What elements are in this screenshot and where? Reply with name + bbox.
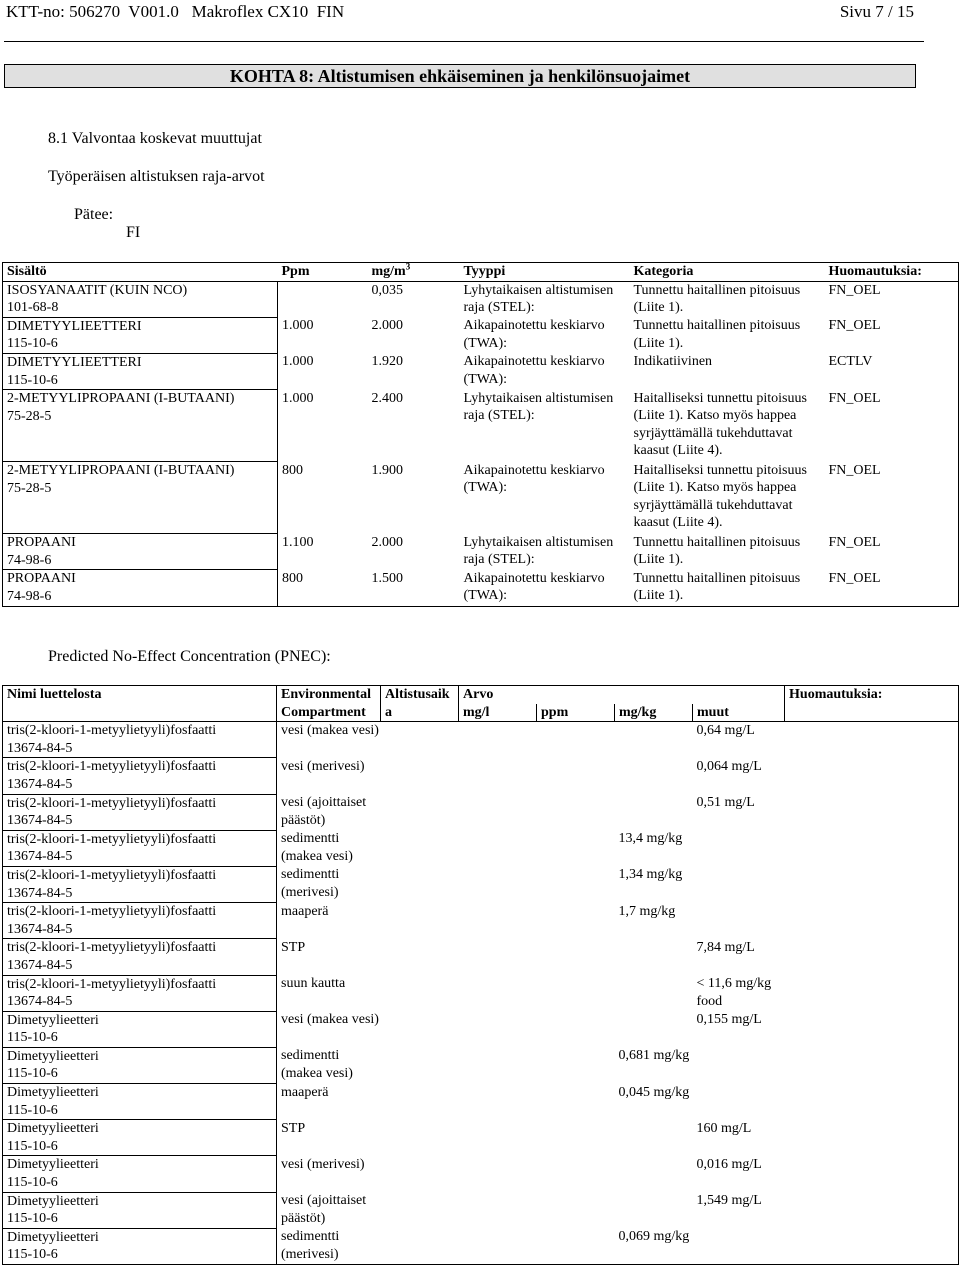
- mgl-cell: [459, 903, 537, 939]
- table-row: [3, 1084, 959, 1120]
- other-cell: [693, 830, 785, 866]
- remarks-cell: [785, 1011, 959, 1047]
- table-row: [3, 866, 959, 902]
- mgl-cell: [459, 1011, 537, 1047]
- exposure-limits-table: [2, 262, 959, 607]
- table-row: ISOSYANAATIT (KUIN NCO) 101-68-8 0,035 Lyhytaikaisen altistumisen raja (STEL): Tunnettu haitallinen pitoisuus (Liite 1). FN_OEL: [3, 281, 959, 317]
- mgl-cell: [459, 794, 537, 830]
- limits-title: Työperäisen altistuksen raja-arvot: [48, 168, 265, 185]
- table-row: DIMETYYLIEETTERI 115-10-6 1.000 1.920 Aikapainotettu keskiarvo (TWA): Indikatiivinen ECTLV: [3, 353, 959, 389]
- mgl-cell: [459, 1192, 537, 1228]
- substance-cell: tris(2-kloori-1-metyylietyyli)fosfaatti 13674-84-5: [3, 975, 277, 1011]
- exposure-cell: [381, 866, 459, 902]
- other-cell: 160 mg/L: [696, 1120, 752, 1136]
- ppm-cell: [537, 1120, 615, 1156]
- compartment-cell: STP: [281, 939, 306, 955]
- exposure-cell: [381, 1047, 459, 1083]
- substance-cell: 2-METYYLIPROPAANI (I-BUTAANI) 75-28-5: [3, 390, 278, 462]
- exposure-cell: [381, 1120, 459, 1156]
- table-row: [3, 975, 959, 1011]
- other-cell: 0,51 mg/L: [696, 795, 755, 811]
- ppm-cell: [537, 1156, 615, 1192]
- other-cell: 0,016 mg/L: [696, 1156, 762, 1172]
- ppm-cell: [537, 866, 615, 902]
- compartment-cell: maaperä: [281, 1084, 329, 1100]
- header-divider: [4, 41, 924, 42]
- other-cell: < 11,6 mg/kg food: [696, 976, 772, 1009]
- remarks-cell: [785, 1047, 959, 1083]
- exposure-cell: [381, 903, 459, 939]
- document-id: KTT-no: 506270 V001.0 Makroflex CX10 FIN: [6, 2, 345, 21]
- header-other: muut: [693, 704, 785, 722]
- mgkg-cell: 0,681 mg/kg: [618, 1048, 690, 1064]
- substance-cell: ISOSYANAATIT (KUIN NCO) 101-68-8: [3, 281, 278, 317]
- ppm-cell: [537, 758, 615, 794]
- substance-cell: DIMETYYLIEETTERI 115-10-6: [3, 317, 278, 353]
- header-type: Tyyppi: [460, 263, 630, 282]
- remarks-cell: [785, 1228, 959, 1264]
- header-substance: Sisältö: [3, 263, 278, 282]
- other-cell: 0,064 mg/L: [696, 758, 762, 774]
- substance-cell: Dimetyylieetteri 115-10-6: [3, 1084, 277, 1120]
- other-cell: [693, 1084, 785, 1120]
- substance-cell: tris(2-kloori-1-metyylietyyli)fosfaatti 13674-84-5: [3, 903, 277, 939]
- other-cell: [693, 903, 785, 939]
- mgl-cell: [459, 1228, 537, 1264]
- compartment-cell: sedimentti (merivesi): [281, 1229, 340, 1262]
- mgkg-cell: 13,4 mg/kg: [618, 831, 683, 847]
- mgkg-cell: [615, 794, 693, 830]
- exposure-cell: [381, 1011, 459, 1047]
- mgl-cell: [459, 939, 537, 975]
- table-row: [3, 1047, 959, 1083]
- table-row: DIMETYYLIEETTERI 115-10-6 1.000 2.000 Aikapainotettu keskiarvo (TWA): Tunnettu haitallinen pitoisuus (Liite 1). FN_OEL: [3, 317, 959, 353]
- section-title: KOHTA 8: Altistumisen ehkäiseminen ja henkilönsuojaimet: [4, 64, 916, 88]
- mgl-cell: [459, 1156, 537, 1192]
- subsection-title: 8.1 Valvontaa koskevat muuttujat: [48, 130, 262, 147]
- ppm-cell: [537, 939, 615, 975]
- compartment-cell: vesi (merivesi): [281, 758, 365, 774]
- exposure-cell: [381, 975, 459, 1011]
- remarks-cell: [785, 758, 959, 794]
- remarks-cell: [785, 1084, 959, 1120]
- ppm-cell: [537, 975, 615, 1011]
- ppm-cell: [537, 1011, 615, 1047]
- other-cell: 0,64 mg/L: [696, 723, 755, 739]
- exposure-cell: [381, 1084, 459, 1120]
- mgkg-cell: [615, 1192, 693, 1228]
- ppm-cell: [537, 1192, 615, 1228]
- ppm-cell: [537, 1047, 615, 1083]
- mgkg-cell: 0,069 mg/kg: [618, 1229, 690, 1245]
- table-row: [3, 1120, 959, 1156]
- table-row: [3, 722, 959, 758]
- substance-cell: tris(2-kloori-1-metyylietyyli)fosfaatti 13674-84-5: [3, 830, 277, 866]
- remarks-cell: [785, 1120, 959, 1156]
- substance-cell: tris(2-kloori-1-metyylietyyli)fosfaatti 13674-84-5: [3, 866, 277, 902]
- substance-cell: Dimetyylieetteri 115-10-6: [3, 1011, 277, 1047]
- table-row: PROPAANI 74-98-6 800 1.500 Aikapainotettu keskiarvo (TWA): Tunnettu haitallinen pitoisuus (Liite 1). FN_OEL: [3, 570, 959, 606]
- mgl-cell: [459, 722, 537, 758]
- compartment-cell: vesi (ajoittaiset päästöt): [281, 1193, 367, 1226]
- substance-cell: tris(2-kloori-1-metyylietyyli)fosfaatti 13674-84-5: [3, 939, 277, 975]
- mgl-cell: [459, 866, 537, 902]
- exposure-cell: [381, 722, 459, 758]
- mgkg-cell: 1,34 mg/kg: [618, 867, 683, 883]
- substance-cell: Dimetyylieetteri 115-10-6: [3, 1156, 277, 1192]
- exposure-cell: [381, 1156, 459, 1192]
- remarks-cell: [785, 1192, 959, 1228]
- header-mgkg: mg/kg: [615, 704, 693, 722]
- table-row: [3, 1228, 959, 1264]
- compartment-cell: sedimentti (merivesi): [281, 867, 340, 901]
- table-row: [3, 758, 959, 794]
- remarks-cell: [785, 794, 959, 830]
- substance-cell: Dimetyylieetteri 115-10-6: [3, 1047, 277, 1083]
- header-ppm: Ppm: [278, 263, 368, 282]
- exposure-cell: [381, 1192, 459, 1228]
- mgkg-cell: [615, 1011, 693, 1047]
- substance-cell: tris(2-kloori-1-metyylietyyli)fosfaatti 13674-84-5: [3, 722, 277, 758]
- table-row: [3, 1156, 959, 1192]
- table-row: [3, 1192, 959, 1228]
- table-row: [3, 794, 959, 830]
- ppm-cell: [537, 722, 615, 758]
- table-header-row: [3, 263, 959, 282]
- substance-cell: DIMETYYLIEETTERI 115-10-6: [3, 353, 278, 389]
- compartment-cell: vesi (ajoittaiset päästöt): [281, 795, 367, 828]
- mgl-cell: [459, 830, 537, 866]
- other-cell: 1,549 mg/L: [696, 1193, 762, 1209]
- mgl-cell: [459, 975, 537, 1011]
- remarks-cell: [785, 830, 959, 866]
- remarks-cell: [785, 1156, 959, 1192]
- pnec-table: [2, 685, 959, 1265]
- applies-label: Pätee:: [74, 206, 114, 223]
- mgl-cell: [459, 758, 537, 794]
- applies-value: FI: [126, 224, 141, 241]
- compartment-cell: maaperä: [281, 903, 329, 919]
- table-header-row: [3, 686, 959, 704]
- mgkg-cell: 1,7 mg/kg: [618, 903, 676, 919]
- table-row: [3, 939, 959, 975]
- remarks-cell: [785, 866, 959, 902]
- other-cell: [693, 866, 785, 902]
- other-cell: [693, 1047, 785, 1083]
- other-cell: [693, 1228, 785, 1264]
- substance-cell: tris(2-kloori-1-metyylietyyli)fosfaatti 13674-84-5: [3, 758, 277, 794]
- mgkg-cell: [615, 1156, 693, 1192]
- header-mgm3: $mg/m^3$: [368, 263, 460, 282]
- ppm-cell: [537, 1084, 615, 1120]
- remarks-cell: [785, 903, 959, 939]
- header-remarks: Huomautuksia:: [825, 263, 959, 282]
- exposure-cell: [381, 794, 459, 830]
- remarks-cell: [785, 975, 959, 1011]
- header-mgl: mg/l: [459, 704, 537, 722]
- header-name: Nimi luettelosta: [3, 686, 277, 722]
- mgkg-cell: [615, 1120, 693, 1156]
- mgl-cell: [459, 1120, 537, 1156]
- ppm-cell: [537, 794, 615, 830]
- header-remarks: Huomautuksia:: [785, 686, 959, 722]
- page-number: Sivu 7 / 15: [839, 2, 914, 21]
- ppm-cell: [537, 830, 615, 866]
- table-row: [3, 1011, 959, 1047]
- exposure-cell: [381, 1228, 459, 1264]
- pnec-title: Predicted No-Effect Concentration (PNEC):: [48, 648, 331, 665]
- substance-cell: Dimetyylieetteri 115-10-6: [3, 1120, 277, 1156]
- substance-cell: Dimetyylieetteri 115-10-6: [3, 1228, 277, 1264]
- compartment-cell: vesi (makea vesi): [281, 1012, 379, 1028]
- ppm-cell: [537, 1228, 615, 1264]
- header-compartment: Environmental Compartment: [277, 686, 381, 722]
- mgkg-cell: [615, 975, 693, 1011]
- compartment-cell: vesi (merivesi): [281, 1156, 365, 1172]
- mgkg-cell: [615, 939, 693, 975]
- exposure-cell: [381, 758, 459, 794]
- mgl-cell: [459, 1084, 537, 1120]
- exposure-cell: [381, 830, 459, 866]
- header-category: Kategoria: [630, 263, 825, 282]
- mgkg-cell: 0,045 mg/kg: [618, 1084, 690, 1100]
- table-row: PROPAANI 74-98-6 1.100 2.000 Lyhytaikaisen altistumisen raja (STEL): Tunnettu haitallinen pitoisuus (Liite 1). FN_OEL: [3, 534, 959, 570]
- table-row: [3, 903, 959, 939]
- table-row: [3, 830, 959, 866]
- substance-cell: PROPAANI 74-98-6: [3, 534, 278, 570]
- exposure-cell: [381, 939, 459, 975]
- table-row: 2-METYYLIPROPAANI (I-BUTAANI) 75-28-5 1.000 2.400 Lyhytaikaisen altistumisen raja (STEL): Haitalliseksi tunnettu pitoisuus (Liite 1). Katso myös happea syrjäyttämällä tukehduttavat kaasut (Liite 4). FN_OEL: [3, 390, 959, 462]
- other-cell: 0,155 mg/L: [696, 1012, 762, 1028]
- remarks-cell: [785, 722, 959, 758]
- substance-cell: PROPAANI 74-98-6: [3, 570, 278, 606]
- compartment-cell: suun kautta: [281, 976, 346, 991]
- table-row: 2-METYYLIPROPAANI (I-BUTAANI) 75-28-5 800 1.900 Aikapainotettu keskiarvo (TWA): Haitalliseksi tunnettu pitoisuus (Liite 1). Katso myös happea syrjäyttämällä tukehduttavat kaasut (Liite 4). FN_OEL: [3, 462, 959, 534]
- substance-cell: 2-METYYLIPROPAANI (I-BUTAANI) 75-28-5: [3, 462, 278, 534]
- header-exposure: Altistusaik a: [381, 686, 459, 722]
- header-ppm: ppm: [537, 704, 615, 722]
- mgkg-cell: [615, 758, 693, 794]
- mgl-cell: [459, 1047, 537, 1083]
- compartment-cell: vesi (makea vesi): [281, 723, 379, 739]
- compartment-cell: STP: [281, 1120, 306, 1136]
- ppm-cell: [537, 903, 615, 939]
- compartment-cell: sedimentti (makea vesi): [281, 831, 353, 864]
- remarks-cell: [785, 939, 959, 975]
- header-value: Arvo: [459, 686, 785, 704]
- mgkg-cell: [615, 722, 693, 758]
- substance-cell: tris(2-kloori-1-metyylietyyli)fosfaatti 13674-84-5: [3, 794, 277, 830]
- other-cell: 7,84 mg/L: [696, 939, 755, 955]
- substance-cell: Dimetyylieetteri 115-10-6: [3, 1192, 277, 1228]
- compartment-cell: sedimentti (makea vesi): [281, 1048, 353, 1081]
